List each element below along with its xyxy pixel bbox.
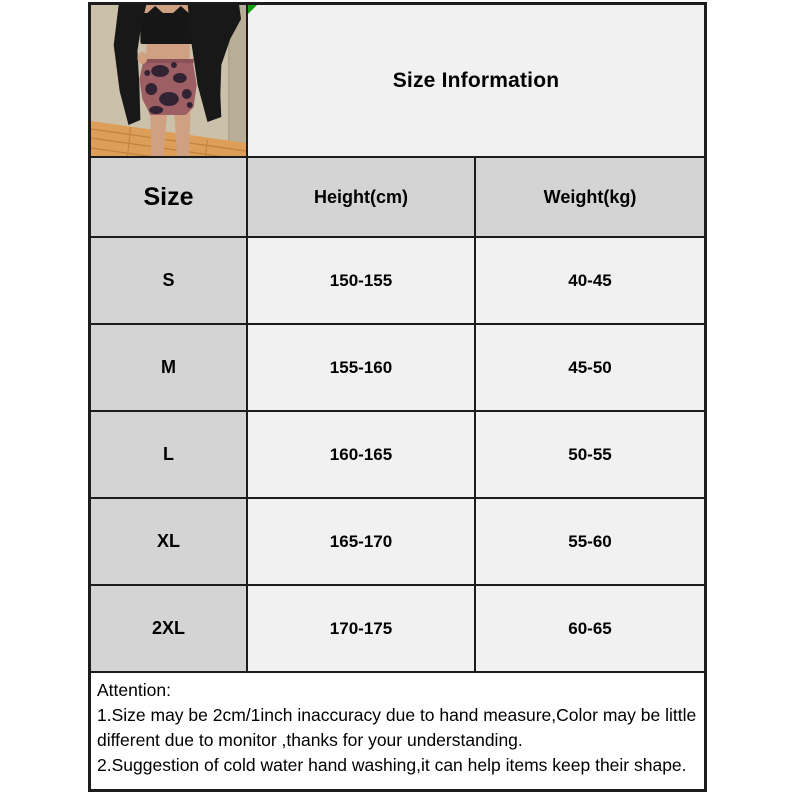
product-photo: [91, 5, 248, 156]
weight-cell: 45-50: [476, 325, 704, 410]
size-cell: M: [91, 325, 248, 410]
column-header-height: Height(cm): [248, 158, 476, 236]
height-cell: 150-155: [248, 238, 476, 323]
size-cell: XL: [91, 499, 248, 584]
top-row: [91, 5, 704, 158]
attention-note: [91, 673, 704, 789]
size-cell: S: [91, 238, 248, 323]
attention-note-1: 1.Size may be 2cm/1inch inaccuracy due to hand measure,Color may be little different due to monitor ,thanks for your understanding.: [97, 705, 697, 750]
attention-row: [91, 673, 704, 789]
weight-cell: 40-45: [476, 238, 704, 323]
size-chart-table: [88, 2, 707, 792]
table-body: [91, 238, 704, 673]
table-row: [91, 586, 704, 673]
size-cell: L: [91, 412, 248, 497]
height-cell: 160-165: [248, 412, 476, 497]
table-row: [91, 325, 704, 412]
attention-note-2: 2.Suggestion of cold water hand washing,it can help items keep their shape.: [97, 755, 687, 775]
corner-marker-icon: [248, 5, 257, 14]
product-photo-illustration: [91, 5, 246, 156]
column-header-weight: Weight(kg): [476, 158, 704, 236]
column-header-size: Size: [91, 158, 248, 236]
weight-cell: 55-60: [476, 499, 704, 584]
height-cell: 165-170: [248, 499, 476, 584]
column-header-row: [91, 158, 704, 238]
table-row: [91, 412, 704, 499]
table-row: [91, 238, 704, 325]
table-row: [91, 499, 704, 586]
height-cell: 170-175: [248, 586, 476, 671]
size-info-header-cell: [248, 5, 704, 156]
attention-heading: Attention:: [97, 680, 171, 700]
height-cell: 155-160: [248, 325, 476, 410]
size-cell: 2XL: [91, 586, 248, 671]
weight-cell: 60-65: [476, 586, 704, 671]
page-title: Size Information: [392, 68, 560, 92]
weight-cell: 50-55: [476, 412, 704, 497]
